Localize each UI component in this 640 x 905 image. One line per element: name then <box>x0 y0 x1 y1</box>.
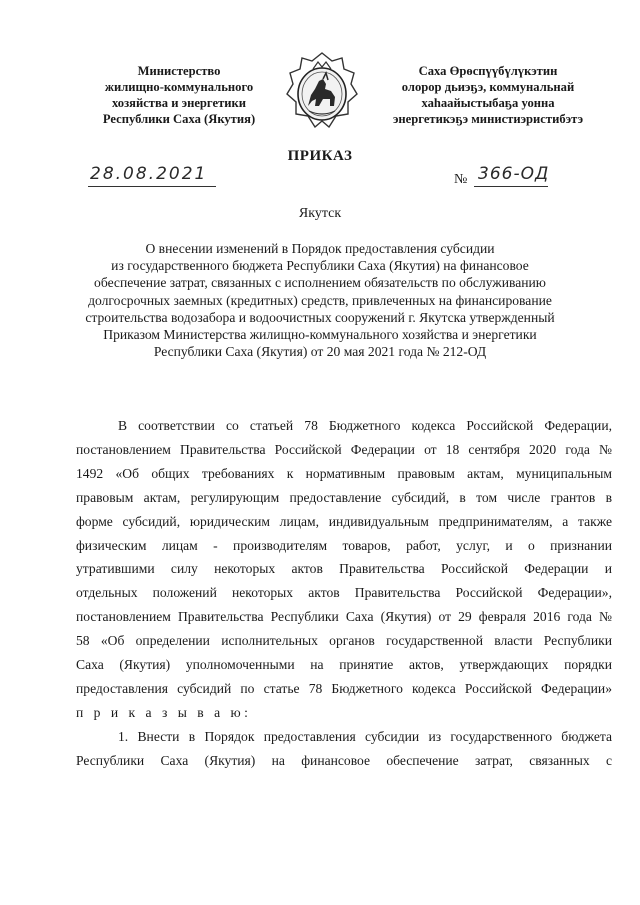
number-underline <box>474 186 548 187</box>
order-number: 366-ОД <box>478 164 550 184</box>
body-line: правовым актам, регулирующим предоставление субсидий, в том числе грантов в <box>76 489 612 505</box>
ministry-line: Министерство <box>137 64 221 78</box>
date-underline <box>88 186 216 187</box>
title-line: из государственного бюджета Республики Саха (Якутия) на финансовое <box>111 258 529 274</box>
clause-1-line: Республики Саха (Якутия) на финансовое обеспечение затрат, связанных с <box>76 752 612 768</box>
ministry-name-yakut <box>368 63 608 127</box>
body-line: Саха (Якутия) уполномоченными на принятие актов, утверждающих порядки <box>76 657 612 673</box>
body-line: постановлением Правительства Республики Саха (Якутия) от 29 февраля 2016 года № <box>76 609 612 625</box>
ministry-line: олорор дьиэҕэ, коммунальнай <box>401 80 575 94</box>
body-line: форме субсидий, юридическим лицам, индивидуальным предпринимателям, а также <box>76 513 612 529</box>
order-title <box>82 240 558 360</box>
ministry-line: хозяйства и энергетики <box>111 96 247 110</box>
body-line: отдельных положений некоторых актов Правительства Российской Федерации», <box>76 585 612 601</box>
ministry-line: хаһаайыстыбаҕа уонна <box>421 96 555 110</box>
ministry-name-russian <box>76 63 282 127</box>
yakutia-coat-of-arms-icon <box>285 51 359 131</box>
title-line: Республики Саха (Якутия) от 20 мая 2021 года № 212-ОД <box>153 344 487 360</box>
body-line: постановлением Правительства Российской Федерации от 18 сентября 2020 года № <box>76 441 612 457</box>
title-line: строительства водозабора и водоочистных сооружений г. Якутска утвержденный <box>85 309 555 325</box>
body-line: 1492 «Об общих требованиях к нормативным правовым актам, муниципальным <box>76 465 612 481</box>
ministry-line: энергетикэҕэ министиэристибэтэ <box>392 112 584 126</box>
body-line: В соответствии со статьей 78 Бюджетного кодекса Российской Федерации, <box>118 418 612 433</box>
body-line: 58 «Об определении исполнительных органов государственной власти Республики <box>76 633 612 649</box>
body-line: утратившими силу некоторых актов Правительства Российской Федерации и <box>76 561 612 577</box>
order-directive: п р и к а з ы в а ю: <box>76 704 252 720</box>
order-date: 28.08.2021 <box>90 164 208 184</box>
ministry-line: Республики Саха (Якутия) <box>102 112 256 126</box>
ministry-line: жилищно-коммунального <box>104 80 254 94</box>
order-body <box>76 414 612 773</box>
body-line: предоставления субсидий по статье 78 Бюджетного кодекса Российской Федерации» <box>76 680 612 696</box>
document-type-heading: ПРИКАЗ <box>287 148 353 164</box>
title-line: обеспечение затрат, связанных с исполнением обязательств по обслуживанию <box>94 275 546 291</box>
title-line: долгосрочных заемных (кредитных) средств, привлеченных на финансирование <box>88 292 552 308</box>
ministry-line: Саха Өрөспүүбүлүкэтин <box>418 64 558 78</box>
clause-1-line: 1. Внести в Порядок предоставления субсидии из государственного бюджета <box>118 728 612 744</box>
city-name: Якутск <box>298 206 342 221</box>
number-sign: № <box>454 172 468 187</box>
body-line: физическим лицам - производителям товаров, работ, услуг, и о признании <box>76 537 612 553</box>
title-line: Приказом Министерства жилищно-коммунального хозяйства и энергетики <box>103 327 537 343</box>
title-line: О внесении изменений в Порядок предоставления субсидии <box>145 241 495 256</box>
